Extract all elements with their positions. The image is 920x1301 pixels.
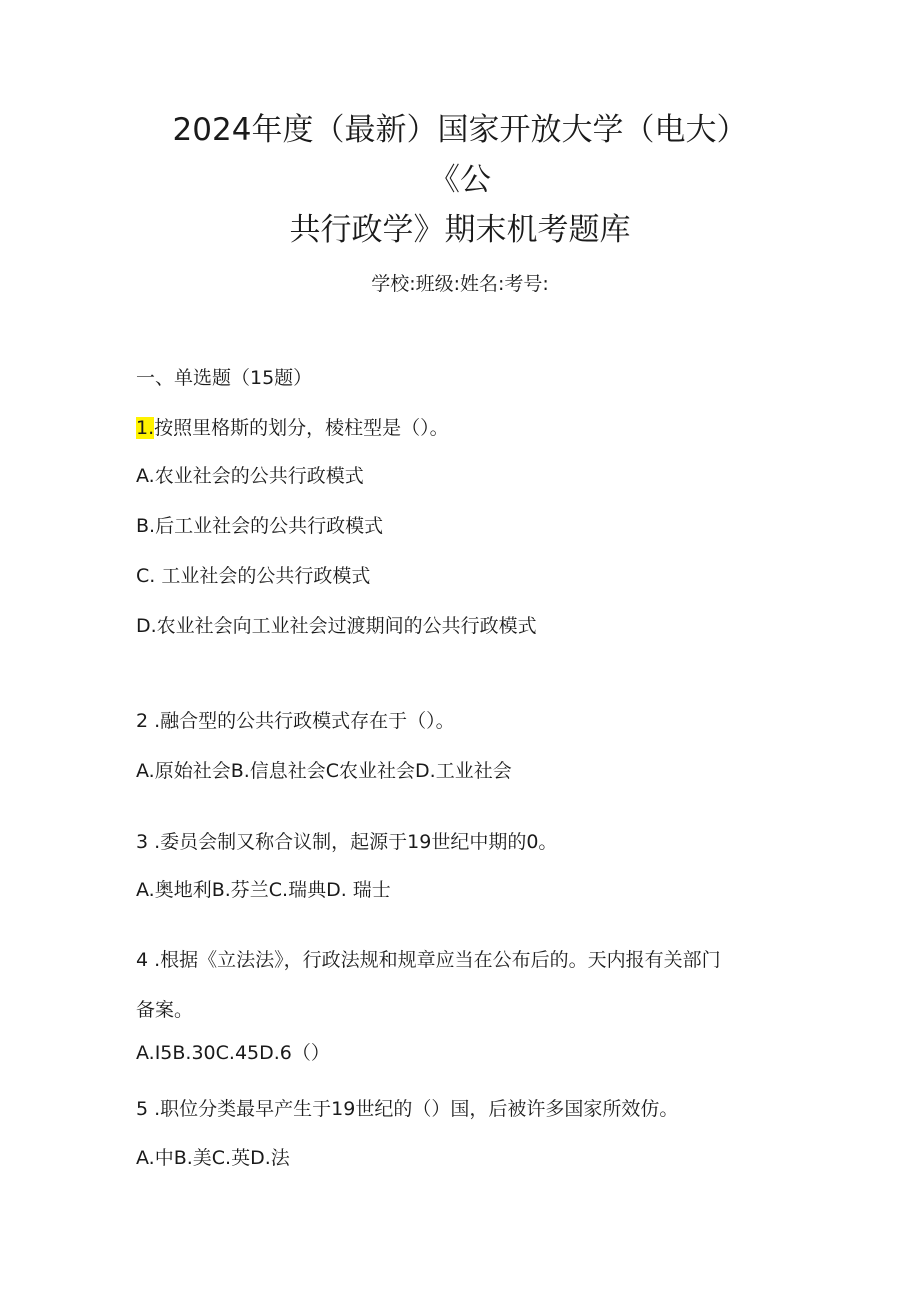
- document-title-line-3: 共行政学》期末机考题库: [289, 212, 631, 248]
- question-1-text: 按照里格斯的划分，棱柱型是（）。: [154, 417, 449, 439]
- question-1-option-c: C. 工业社会的公共行政模式: [136, 565, 371, 587]
- document-title-line-1: 2024年度（最新）国家开放大学（电大）: [172, 112, 748, 148]
- question-5: 5 .职位分类最早产生于19世纪的（）国，后被许多国家所效仿。: [136, 1098, 679, 1120]
- question-1-option-b: B.后工业社会的公共行政模式: [136, 515, 384, 537]
- document-title-line-2: 《公: [429, 162, 491, 198]
- question-3-options: A.奥地利B.芬兰C.瑞典D. 瑞士: [136, 879, 391, 901]
- question-4: 4 .根据《立法法》，行政法规和规章应当在公布后的。天内报有关部门: [136, 949, 721, 971]
- student-info-line: 学校:班级:姓名:考号:: [371, 273, 549, 295]
- question-1-option-a: A.农业社会的公共行政模式: [136, 465, 364, 487]
- question-5-options: A.中B.美C.英D.法: [136, 1147, 290, 1169]
- question-1-number: 1.: [136, 417, 155, 439]
- section-heading: 一、单选题（15题）: [136, 367, 313, 389]
- question-1-option-d: D.农业社会向工业社会过渡期间的公共行政模式: [136, 615, 537, 637]
- question-4-continuation: 备案。: [136, 999, 194, 1021]
- question-2-options: A.原始社会B.信息社会C农业社会D.工业社会: [136, 760, 512, 782]
- question-3: 3 .委员会制又称合议制，起源于19世纪中期的0。: [136, 831, 558, 853]
- question-4-options: A.I5B.30C.45D.6（）: [136, 1042, 330, 1064]
- question-2: 2 .融合型的公共行政模式存在于（）。: [136, 710, 455, 732]
- question-1: [136, 415, 449, 441]
